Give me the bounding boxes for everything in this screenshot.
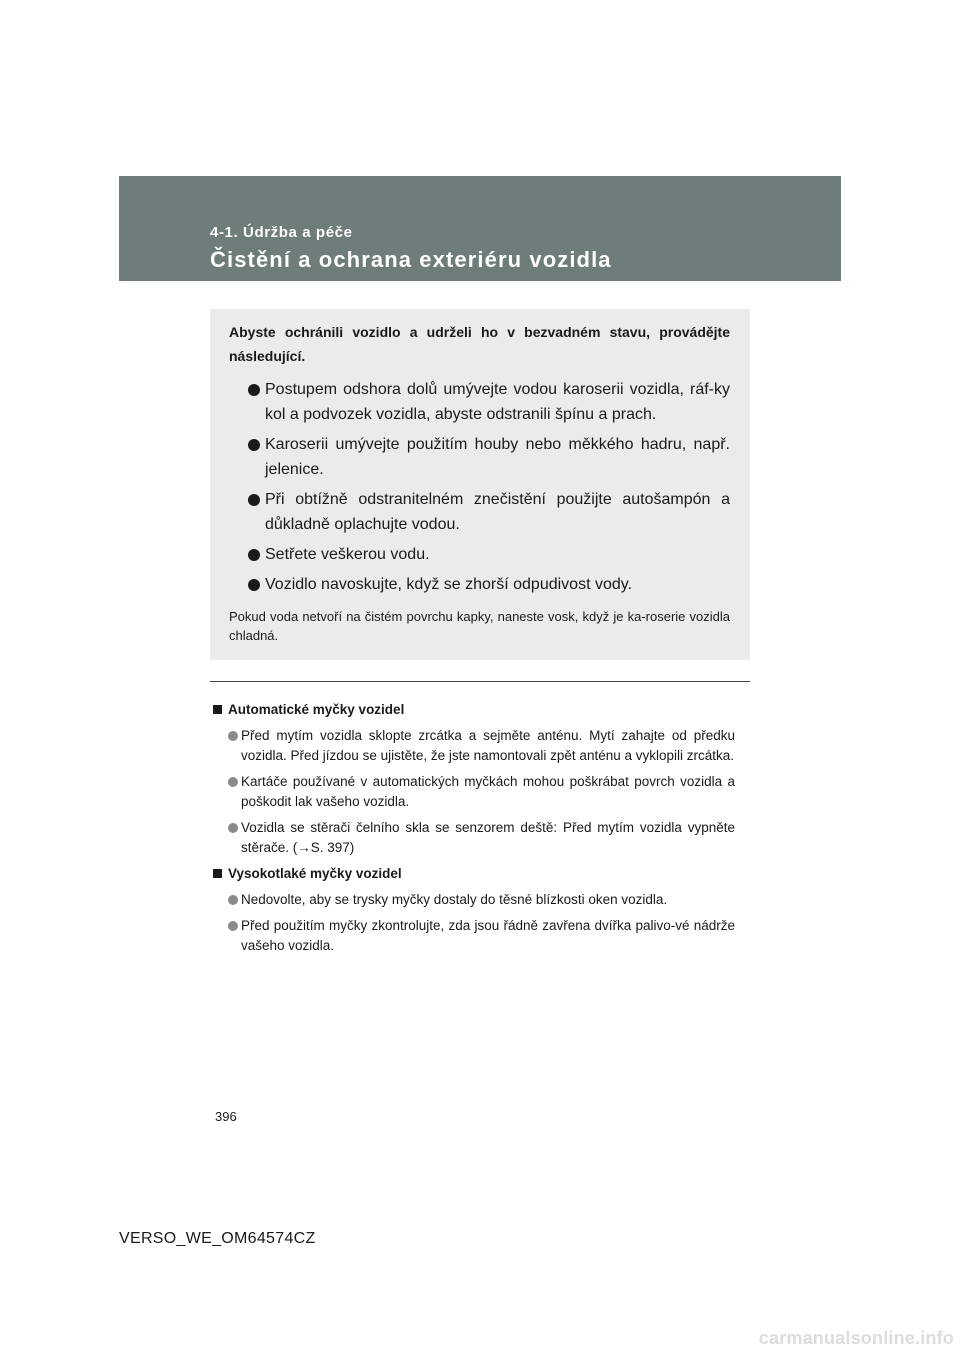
divider	[210, 681, 750, 682]
intro-text: Abyste ochránili vozidlo a udrželi ho v bezvadném stavu, provádějte následující.	[229, 324, 730, 364]
dot-bullet-icon	[228, 777, 238, 787]
intro-item	[229, 487, 730, 537]
note-heading-text: Vysokotlaké myčky vozidel	[228, 866, 402, 881]
intro-item	[229, 432, 730, 482]
note-heading	[213, 700, 735, 720]
intro-item-text: Karoserii umývejte použitím houby nebo měkkého hadru, např. jelenice.	[265, 436, 730, 478]
dot-bullet-icon	[228, 921, 238, 931]
intro-item-text: Postupem odshora dolů umývejte vodou karoserii vozidla, ráf-ky kol a podvozek vozidla, abyste odstranili špínu a prach.	[265, 381, 730, 423]
note-item	[213, 818, 735, 858]
note-item-text: Před mytím vozidla sklopte zrcátka a sejměte anténu. Mytí zahajte od předku vozidla. Před jízdou se ujistěte, že jste namontovali zpět anténu a vyklopili zrcátka.	[241, 728, 735, 763]
dot-bullet-icon	[228, 823, 238, 833]
intro-item-text: Setřete veškerou vodu.	[265, 546, 430, 563]
square-bullet-icon	[213, 705, 222, 714]
bullet-icon	[248, 439, 260, 451]
bullet-icon	[248, 579, 260, 591]
note-item	[213, 890, 735, 910]
intro-note: Pokud voda netvoří na čistém povrchu kapky, naneste vosk, když je ka-roserie vozidla chladná.	[229, 609, 730, 643]
dot-bullet-icon	[228, 895, 238, 905]
notes-section	[213, 700, 735, 962]
page-title: Čistění a ochrana exteriéru vozidla	[210, 247, 612, 272]
chapter-header	[119, 176, 841, 281]
intro-item	[229, 572, 730, 597]
bullet-icon	[248, 384, 260, 396]
dot-bullet-icon	[228, 731, 238, 741]
note-heading-text: Automatické myčky vozidel	[228, 702, 405, 717]
watermark: carmanualsonline.info	[758, 1328, 954, 1348]
note-item-text: Kartáče používané v automatických myčkách mohou poškrábat povrch vozidla a poškodit lak vašeho vozidla.	[241, 774, 735, 809]
section-label: 4-1. Údržba a péče	[210, 224, 353, 241]
note-item-text: Před použitím myčky zkontrolujte, zda jsou řádně zavřena dvířka palivo-vé nádrže vašeho vozidla.	[241, 918, 735, 953]
note-item	[213, 772, 735, 812]
intro-item-text: Vozidlo navoskujte, když se zhorší odpudivost vody.	[265, 576, 633, 593]
intro-item	[229, 377, 730, 427]
note-item	[213, 916, 735, 956]
note-item-text: Vozidla se stěrači čelního skla se senzorem deště: Před mytím vozidla vypněte stěrače. (→S. 397)	[241, 820, 735, 855]
intro-item	[229, 542, 730, 567]
note-heading	[213, 864, 735, 884]
bullet-icon	[248, 549, 260, 561]
square-bullet-icon	[213, 869, 222, 878]
intro-item-text: Při obtížně odstranitelném znečistění použijte autošampón a důkladně oplachujte vodou.	[265, 491, 730, 533]
bullet-icon	[248, 494, 260, 506]
intro-box	[210, 309, 750, 660]
note-item-text: Nedovolte, aby se trysky myčky dostaly do těsné blízkosti oken vozidla.	[241, 892, 668, 907]
document-code: VERSO_WE_OM64574CZ	[119, 1230, 316, 1247]
note-item	[213, 726, 735, 766]
page-number: 396	[215, 1109, 237, 1124]
